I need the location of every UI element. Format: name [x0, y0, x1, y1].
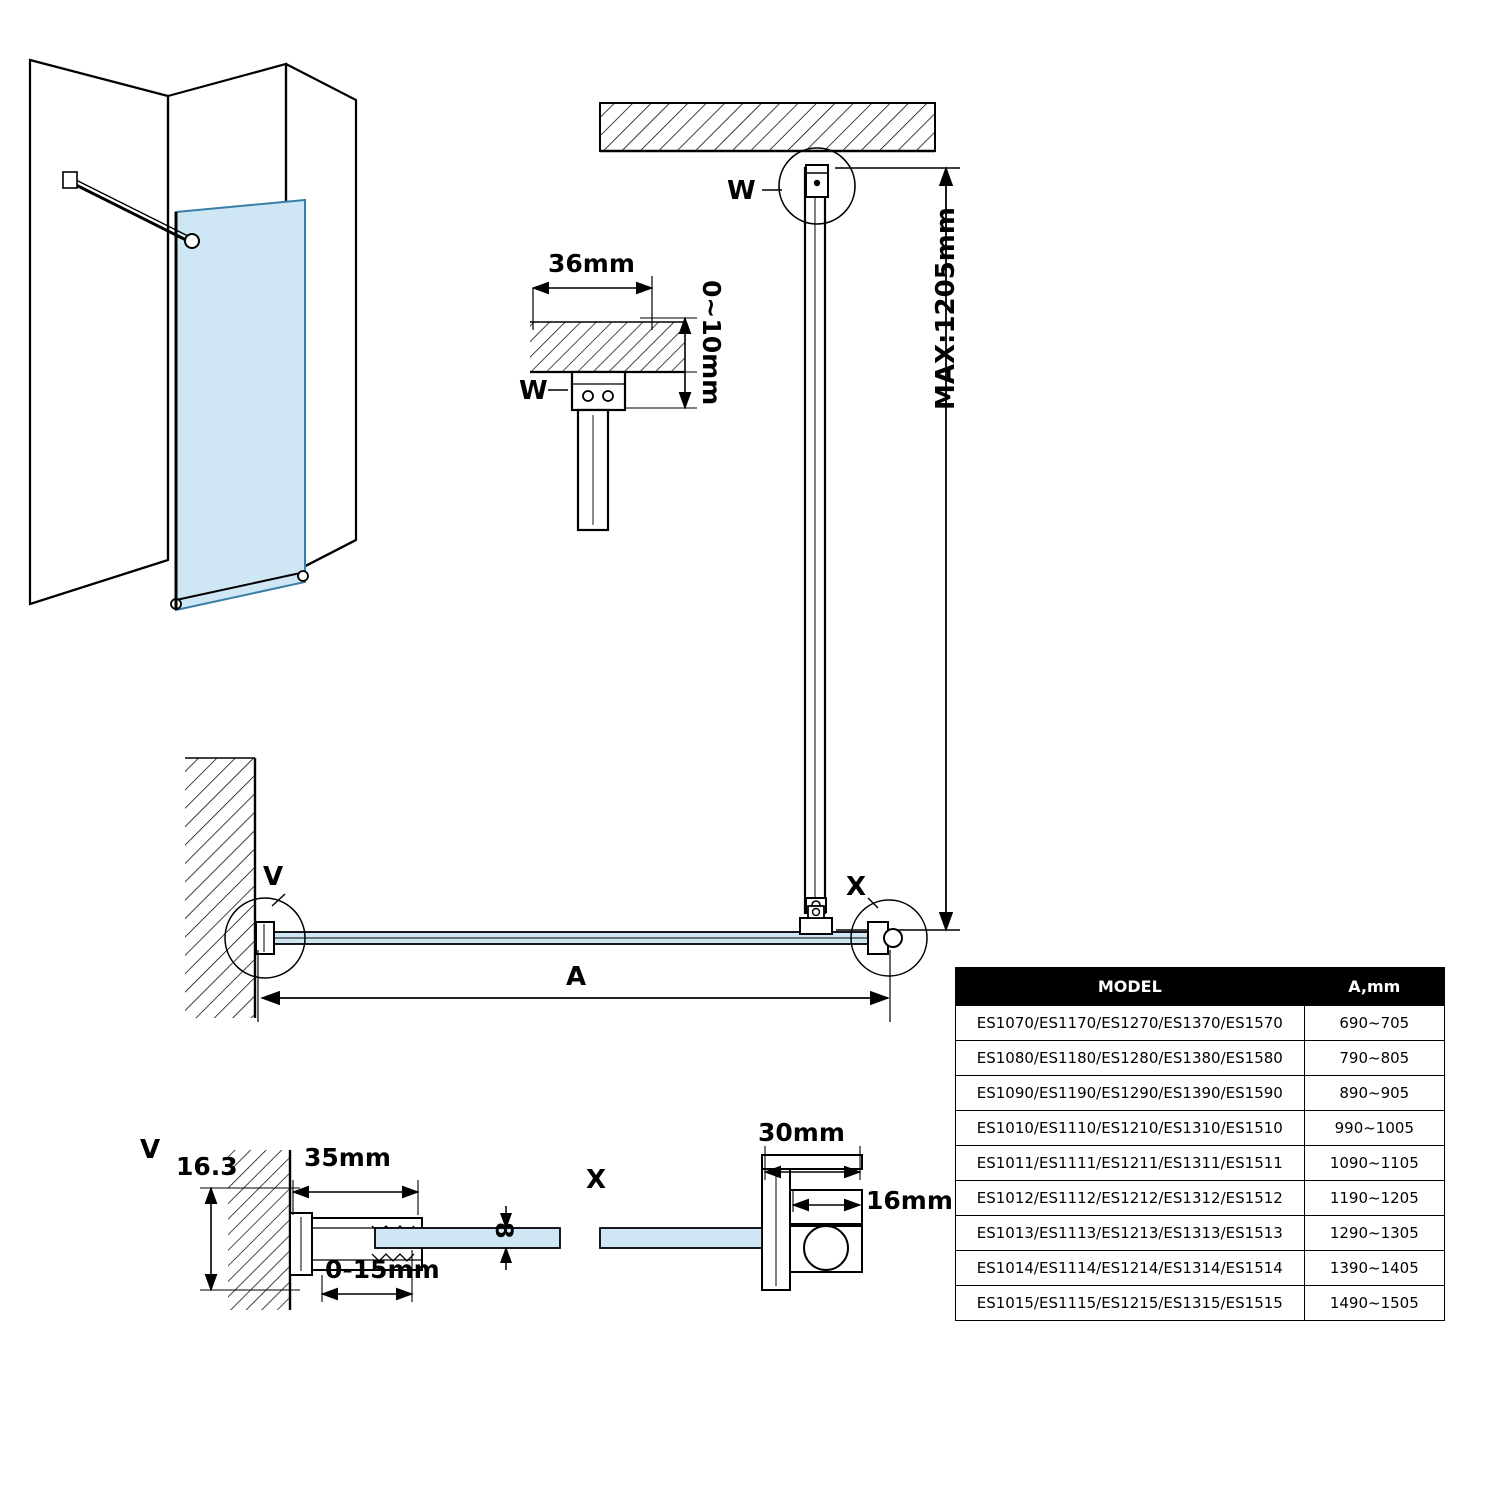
ceiling-bar-elevation: [600, 103, 960, 936]
cell-a: 890~905: [1304, 1076, 1444, 1111]
table-row: [956, 1286, 1445, 1321]
table-row: [956, 1041, 1445, 1076]
label-w-top: W: [727, 176, 756, 206]
cell-a: 1290~1305: [1304, 1216, 1444, 1251]
dimension-max-height: MAX:1205mm: [931, 207, 961, 410]
cell-a: 1090~1105: [1304, 1146, 1444, 1181]
label-v-plan: V: [263, 862, 284, 892]
table-row: [956, 1146, 1445, 1181]
iso-view: [30, 60, 356, 610]
dimension-0-10mm: 0~10mm: [697, 280, 726, 406]
label-v-detail: V: [140, 1135, 161, 1165]
dimension-A: A: [566, 962, 587, 992]
dimension-16mm: 16mm: [866, 1186, 953, 1215]
cell-a: 1390~1405: [1304, 1251, 1444, 1286]
label-x-plan: X: [846, 872, 867, 902]
table-row: [956, 1216, 1445, 1251]
cell-a: 690~705: [1304, 1006, 1444, 1041]
cell-a: 790~805: [1304, 1041, 1444, 1076]
label-w-detail: W: [519, 376, 548, 406]
label-x-detail: X: [586, 1165, 607, 1195]
table-row: [956, 1076, 1445, 1111]
cell-model: ES1010/ES1110/ES1210/ES1310/ES1510: [956, 1111, 1305, 1146]
dimension-0-15mm: 0-15mm: [325, 1255, 440, 1284]
table-row: [956, 1251, 1445, 1286]
cell-model: ES1090/ES1190/ES1290/ES1390/ES1590: [956, 1076, 1305, 1111]
cell-model: ES1080/ES1180/ES1280/ES1380/ES1580: [956, 1041, 1305, 1076]
w-detail-section: [530, 276, 697, 530]
cell-model: ES1014/ES1114/ES1214/ES1314/ES1514: [956, 1251, 1305, 1286]
table-row: [956, 1006, 1445, 1041]
table-header-row: [956, 968, 1445, 1006]
dimension-36mm: 36mm: [548, 249, 635, 278]
cell-model: ES1011/ES1111/ES1211/ES1311/ES1511: [956, 1146, 1305, 1181]
dimension-16-3: 16.3: [176, 1152, 238, 1181]
model-spec-table: [955, 967, 1445, 1321]
cell-a: 1190~1205: [1304, 1181, 1444, 1216]
th-a-mm: A,mm: [1304, 968, 1444, 1006]
x-detail-section: [600, 1146, 862, 1290]
cell-model: ES1013/ES1113/ES1213/ES1313/ES1513: [956, 1216, 1305, 1251]
dimension-30mm: 30mm: [758, 1118, 845, 1147]
th-model: MODEL: [956, 968, 1305, 1006]
table-row: [956, 1181, 1445, 1216]
cell-model: ES1012/ES1112/ES1212/ES1312/ES1512: [956, 1181, 1305, 1216]
cell-model: ES1070/ES1170/ES1270/ES1370/ES1570: [956, 1006, 1305, 1041]
dimension-glass-thickness-8: 8: [490, 1222, 518, 1239]
dimension-35mm: 35mm: [304, 1143, 391, 1172]
cell-a: 1490~1505: [1304, 1286, 1444, 1321]
cell-model: ES1015/ES1115/ES1215/ES1315/ES1515: [956, 1286, 1305, 1321]
cell-a: 990~1005: [1304, 1111, 1444, 1146]
table-row: [956, 1111, 1445, 1146]
